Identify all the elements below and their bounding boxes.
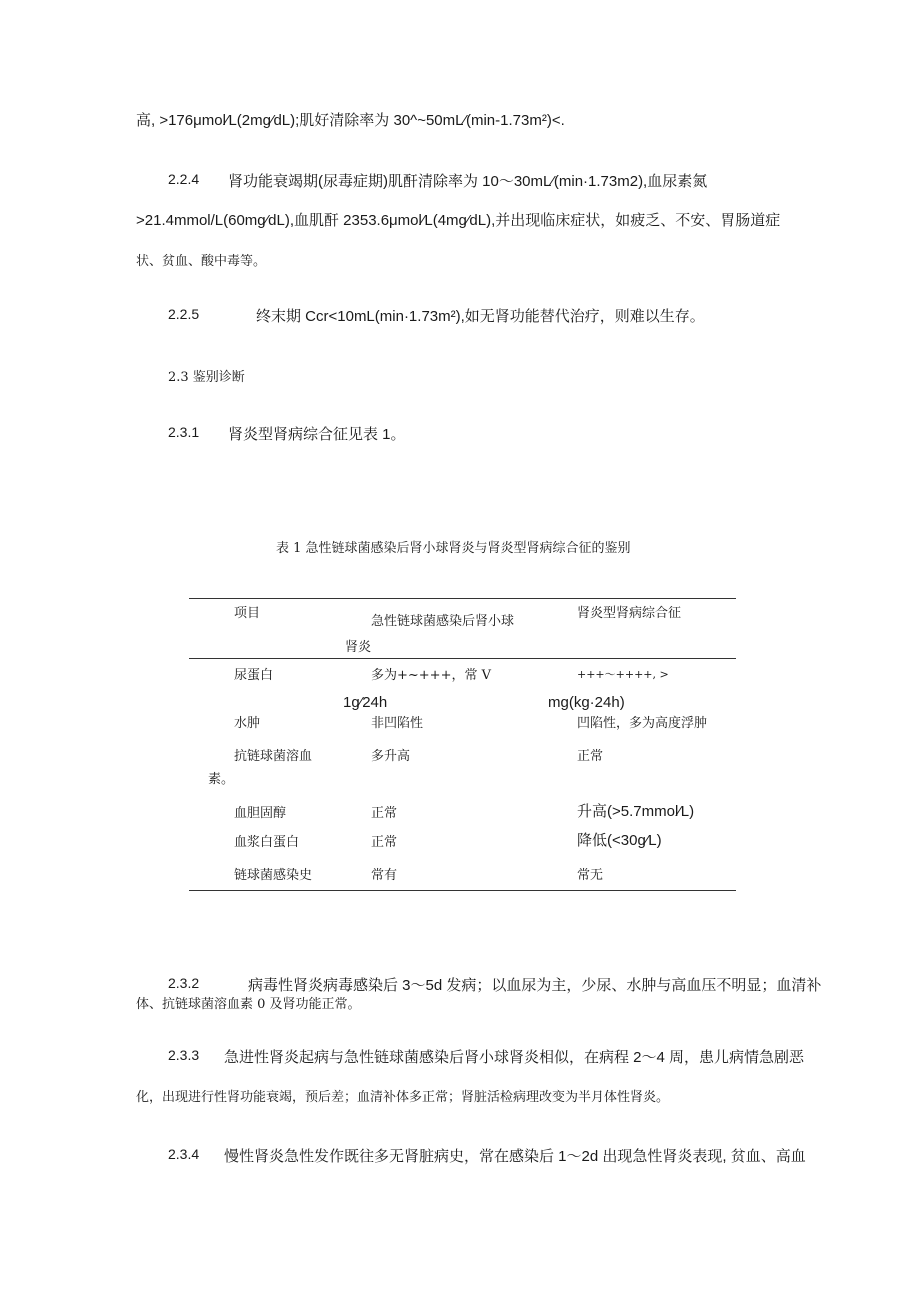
cell-col3: 凹陷性，多为高度浮肿 — [577, 716, 708, 731]
cell-col3: 正常 — [577, 749, 604, 764]
cell-col2-extra: 1g⁄24h — [343, 694, 388, 711]
table-header-col3: 肾炎型肾病综合征 — [577, 606, 682, 621]
cell-item: 血胆固醇 — [234, 806, 287, 821]
cell-col2: 正常 — [371, 806, 398, 821]
table-bottom-rule — [189, 890, 736, 891]
table-header-rule — [189, 658, 736, 659]
paragraph-2-3-4-line1: 慢性肾炎急性发作既往多无肾脏病史，常在感染后 1～2d 出现急性肾炎表现, 贫血、高血 — [224, 1148, 806, 1165]
cell-col3: 常无 — [577, 868, 604, 883]
section-number-2-3-4: 2.3.4 — [168, 1146, 200, 1162]
table-top-rule — [189, 598, 736, 599]
table-header-col2-line2: 肾炎 — [345, 640, 372, 655]
cell-col3: +++～++++, > — [577, 668, 669, 681]
section-heading-2-3: 2.3 鉴别诊断 — [168, 370, 245, 385]
section-number-2-3-2: 2.3.2 — [168, 975, 200, 991]
table-caption: 表 1 急性链球菌感染后肾小球肾炎与肾炎型肾病综合征的鉴别 — [276, 541, 631, 556]
cell-col2: 非凹陷性 — [371, 716, 424, 731]
cell-col3-extra: mg(kg·24h) — [548, 694, 625, 711]
section-number-2-2-5: 2.2.5 — [168, 306, 200, 322]
paragraph-continuation: 高, >176μmol⁄L(2mg⁄dL);肌好清除率为 30^~50mL⁄(min-1.73m²)<. — [136, 112, 565, 129]
paragraph-2-2-4-line3: 状、贫血、酸中毒等。 — [136, 254, 267, 269]
paragraph-2-3-2-line1: 病毒性肾炎病毒感染后 3～5d 发病；以血尿为主，少尿、水肿与高血压不明显；血清补 — [248, 977, 822, 994]
cell-col3: 降低(<30g⁄L) — [577, 832, 662, 849]
cell-col2: 常有 — [371, 868, 398, 883]
paragraph-2-2-5-line1: 终末期 Ccr<10mL(min·1.73m²),如无肾功能替代治疗，则难以生存。 — [256, 308, 705, 325]
table-header-col2-line1: 急性链球菌感染后肾小球 — [371, 614, 515, 629]
cell-item: 水肿 — [234, 716, 261, 731]
paragraph-2-3-2-line2: 体、抗链球菌溶血素 0 及肾功能正常。 — [136, 997, 361, 1012]
cell-item: 尿蛋白 — [234, 668, 274, 683]
paragraph-2-2-4-line2: >21.4mmol/L(60mg⁄dL),血肌酐 2353.6μmol⁄L(4mg⁄dL),并出现临床症状，如疲乏、不安、胃肠道症 — [136, 212, 781, 229]
section-number-2-3-1: 2.3.1 — [168, 424, 200, 440]
paragraph-2-3-3-line1: 急进性肾炎起病与急性链球菌感染后肾小球肾炎相似，在病程 2～4 周，患儿病情急剧恶 — [224, 1049, 805, 1066]
cell-col3: 升高(>5.7mmol⁄L) — [577, 803, 695, 820]
cell-col2: 正常 — [371, 835, 398, 850]
section-number-2-3-3: 2.3.3 — [168, 1047, 200, 1063]
paragraph-2-3-1-line1: 肾炎型肾病综合征见表 1。 — [228, 426, 406, 443]
cell-item-line2: 素。 — [208, 772, 235, 787]
cell-col2: 多升高 — [371, 749, 411, 764]
section-number-2-2-4: 2.2.4 — [168, 171, 200, 187]
cell-col2: 多为+~+++，常 V — [371, 668, 491, 683]
table-header-item: 项目 — [234, 606, 261, 621]
cell-item: 抗链球菌溶血 — [234, 749, 313, 764]
paragraph-2-2-4-line1: 肾功能衰竭期(尿毒症期)肌酐清除率为 10～30mL⁄(min·1.73m2),血尿素氮 — [228, 173, 708, 190]
paragraph-2-3-3-line2: 化，出现进行性肾功能衰竭，预后差；血清补体多正常；肾脏活检病理改变为半月体性肾炎。 — [136, 1090, 670, 1105]
cell-item: 血浆白蛋白 — [234, 835, 300, 850]
cell-item: 链球菌感染史 — [234, 868, 313, 883]
